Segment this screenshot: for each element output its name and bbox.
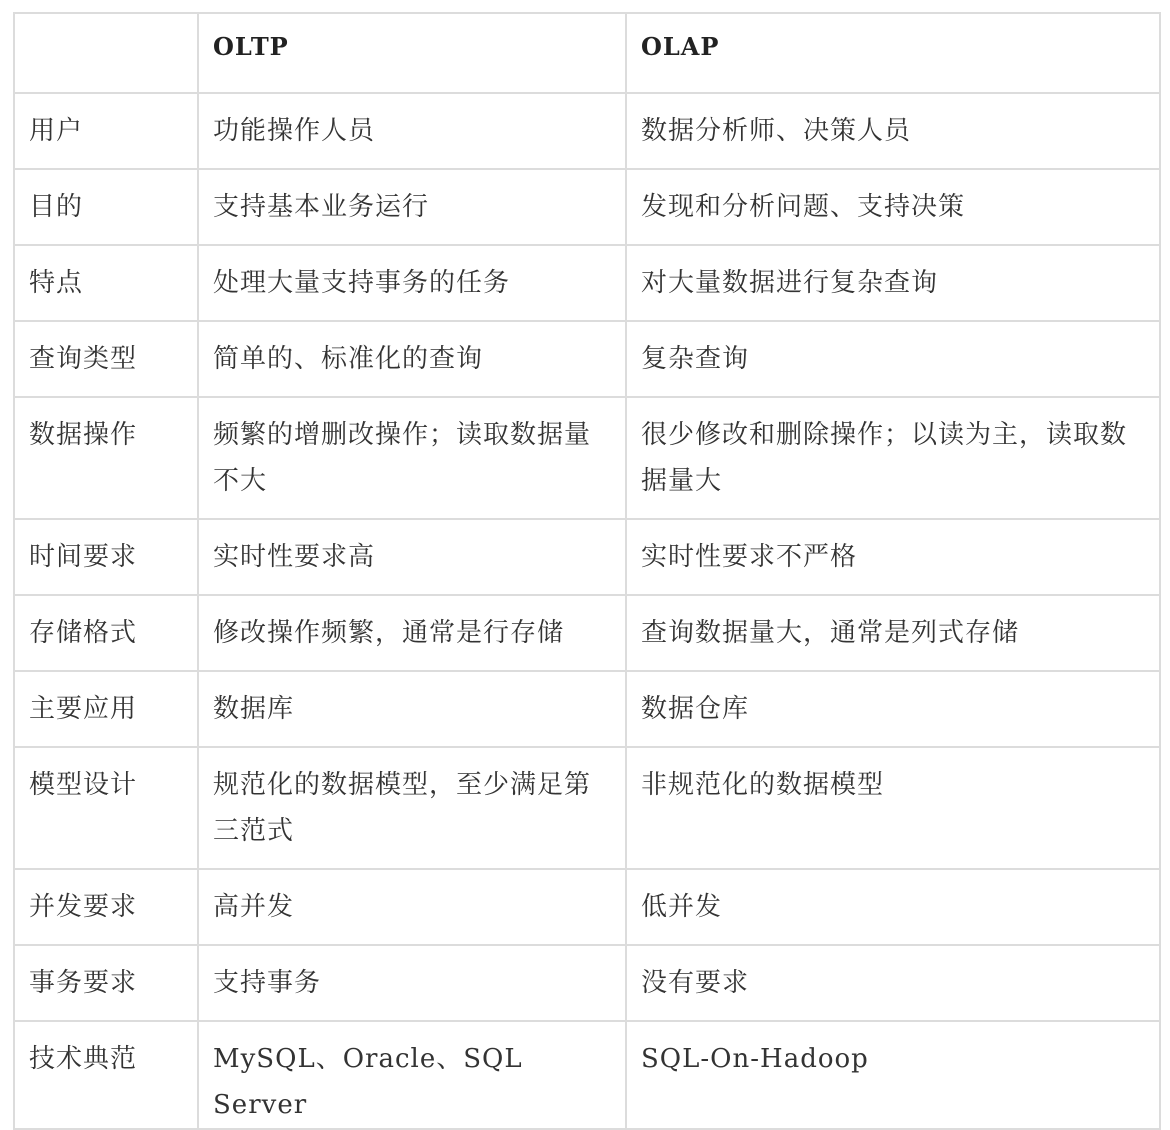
table-row — [14, 245, 1160, 321]
oltp-cell: 实时性要求高 — [198, 519, 626, 595]
header-oltp: OLTP — [198, 13, 626, 93]
table-row — [14, 93, 1160, 169]
table-header-row — [14, 13, 1160, 93]
row-label: 技术典范 — [14, 1021, 198, 1129]
oltp-cell: 简单的、标准化的查询 — [198, 321, 626, 397]
olap-cell: 低并发 — [626, 869, 1160, 945]
table-row — [14, 945, 1160, 1021]
table-row — [14, 321, 1160, 397]
oltp-cell: 数据库 — [198, 671, 626, 747]
olap-cell: 实时性要求不严格 — [626, 519, 1160, 595]
oltp-cell: 功能操作人员 — [198, 93, 626, 169]
row-label: 特点 — [14, 245, 198, 321]
table-row — [14, 671, 1160, 747]
oltp-olap-comparison-table — [13, 12, 1161, 1130]
oltp-cell: 规范化的数据模型，至少满足第三范式 — [198, 747, 626, 869]
table-row — [14, 747, 1160, 869]
table-row — [14, 869, 1160, 945]
row-label: 主要应用 — [14, 671, 198, 747]
olap-cell: 非规范化的数据模型 — [626, 747, 1160, 869]
oltp-cell: 处理大量支持事务的任务 — [198, 245, 626, 321]
row-label: 存储格式 — [14, 595, 198, 671]
row-label: 模型设计 — [14, 747, 198, 869]
olap-cell: 查询数据量大，通常是列式存储 — [626, 595, 1160, 671]
olap-cell: SQL-On-Hadoop — [626, 1021, 1160, 1129]
comparison-table-container — [13, 12, 1159, 1130]
table-row — [14, 595, 1160, 671]
oltp-cell: 高并发 — [198, 869, 626, 945]
olap-cell: 复杂查询 — [626, 321, 1160, 397]
table-row — [14, 169, 1160, 245]
row-label: 数据操作 — [14, 397, 198, 519]
row-label: 并发要求 — [14, 869, 198, 945]
olap-cell: 对大量数据进行复杂查询 — [626, 245, 1160, 321]
row-label: 用户 — [14, 93, 198, 169]
header-olap: OLAP — [626, 13, 1160, 93]
oltp-cell: 频繁的增删改操作；读取数据量不大 — [198, 397, 626, 519]
oltp-cell: 修改操作频繁，通常是行存储 — [198, 595, 626, 671]
olap-cell: 很少修改和删除操作；以读为主，读取数据量大 — [626, 397, 1160, 519]
olap-cell: 数据仓库 — [626, 671, 1160, 747]
row-label: 目的 — [14, 169, 198, 245]
oltp-cell: 支持事务 — [198, 945, 626, 1021]
oltp-cell: MySQL、Oracle、SQL Server — [198, 1021, 626, 1129]
oltp-cell: 支持基本业务运行 — [198, 169, 626, 245]
row-label: 时间要求 — [14, 519, 198, 595]
olap-cell: 发现和分析问题、支持决策 — [626, 169, 1160, 245]
row-label: 查询类型 — [14, 321, 198, 397]
olap-cell: 没有要求 — [626, 945, 1160, 1021]
table-row — [14, 1021, 1160, 1129]
header-empty-cell — [14, 13, 198, 93]
row-label: 事务要求 — [14, 945, 198, 1021]
olap-cell: 数据分析师、决策人员 — [626, 93, 1160, 169]
table-row — [14, 519, 1160, 595]
table-row — [14, 397, 1160, 519]
